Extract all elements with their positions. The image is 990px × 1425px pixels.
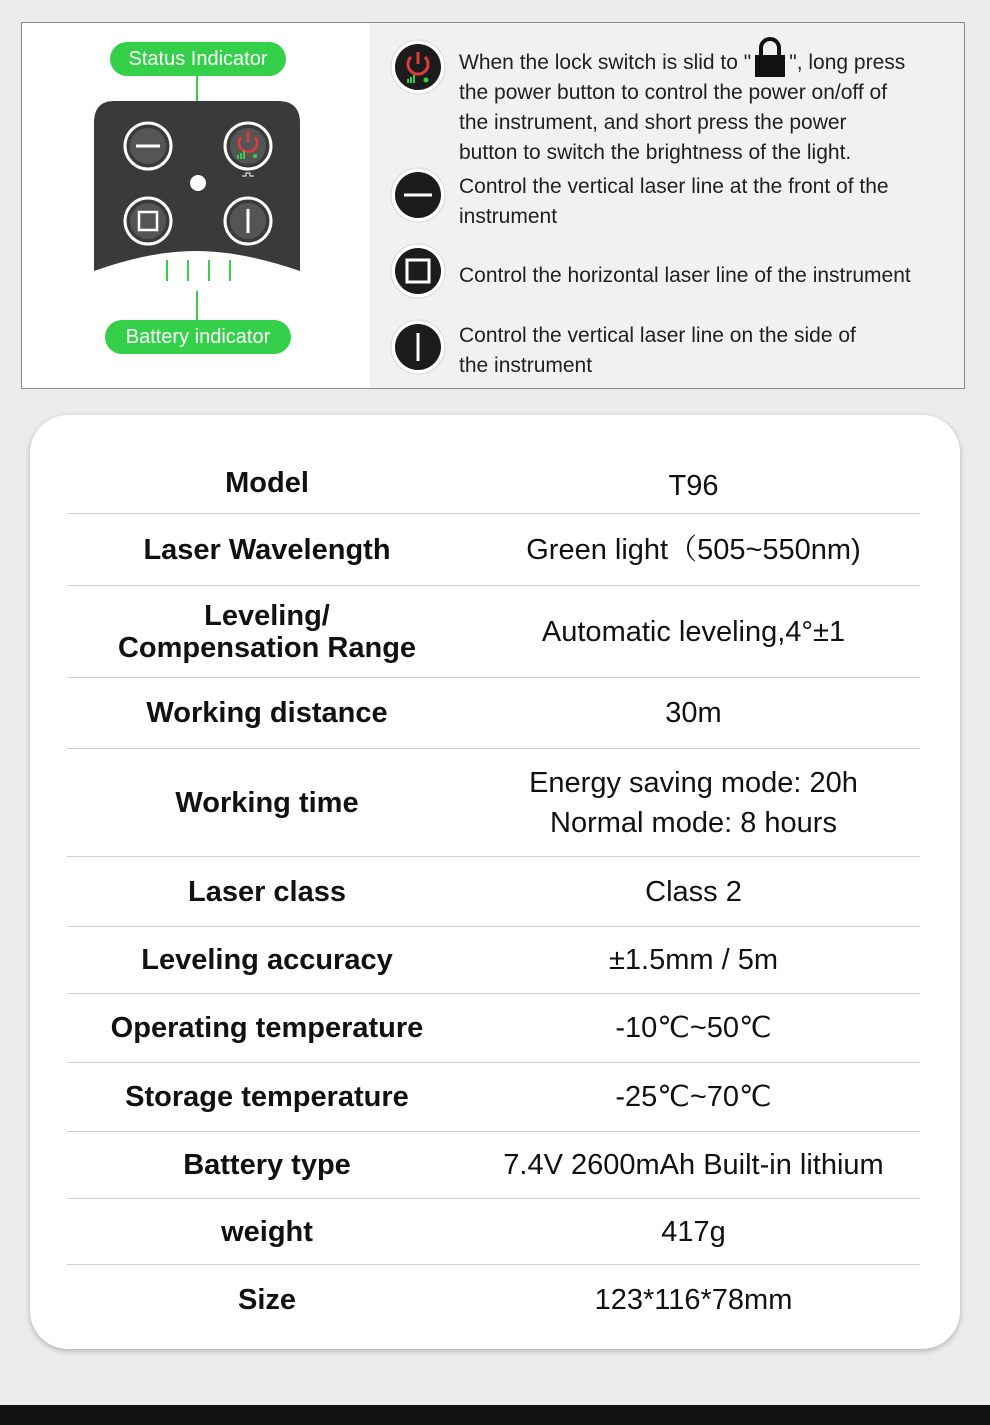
- spec-label: Laser Wavelength: [143, 533, 391, 566]
- device-keypad-illustration: [92, 101, 302, 281]
- spec-label: Operating temperature: [110, 1012, 424, 1044]
- keypad-square-button: [125, 198, 171, 244]
- spec-value: Energy saving mode: 20h: [529, 766, 858, 799]
- spec-label: weight: [221, 1215, 313, 1248]
- spec-row-weight: [67, 1199, 920, 1265]
- device-illustration-area: [22, 23, 370, 388]
- minus-desc-line2: instrument: [459, 205, 558, 228]
- lock-icon: [753, 37, 787, 77]
- spec-label: Battery type: [183, 1149, 351, 1181]
- vertical-desc-line1: Control the vertical laser line on the side of: [459, 324, 856, 347]
- keypad-minus-button: [125, 123, 171, 169]
- spec-row-operating-temp: [67, 994, 920, 1063]
- status-indicator-led: [190, 175, 206, 191]
- spec-value: 417g: [661, 1215, 726, 1248]
- spec-row-working-distance: [67, 678, 920, 749]
- spec-value: 123*116*78mm: [594, 1284, 793, 1316]
- footer-bar: [0, 1405, 990, 1425]
- spec-value: ±1.5mm / 5m: [608, 944, 778, 976]
- spec-label: Storage temperature: [125, 1081, 409, 1113]
- spec-row-laser-class: [67, 857, 920, 927]
- status-indicator-label: Status Indicator: [110, 42, 286, 76]
- spec-label: Working distance: [146, 697, 388, 729]
- battery-indicator-leds: [164, 254, 233, 273]
- control-panel-diagram: [21, 22, 965, 389]
- power-icon: [390, 39, 446, 95]
- power-desc-line2: the power button to control the power on/off of: [459, 81, 888, 104]
- minus-icon: [390, 167, 446, 223]
- power-desc-line3: the instrument, and short press the power: [459, 111, 847, 134]
- spec-label-line2: Compensation Range: [117, 631, 417, 664]
- spec-row-battery-type: [67, 1132, 920, 1199]
- specification-card: [30, 415, 960, 1349]
- spec-row-size: [67, 1265, 920, 1335]
- spec-label: Laser class: [187, 875, 346, 908]
- spec-value: 30m: [665, 697, 722, 729]
- power-desc-line4: button to switch the brightness of the light.: [459, 141, 852, 164]
- spec-value: -10℃~50℃: [615, 1012, 772, 1044]
- vertical-bar-icon: [390, 319, 446, 375]
- battery-leader-line: [196, 291, 198, 321]
- spec-label: Working time: [175, 786, 359, 819]
- spec-row-storage-temp: [67, 1063, 920, 1132]
- power-desc-prefix: When the lock switch is slid to ": [459, 51, 752, 74]
- spec-value: 7.4V 2600mAh Built-in lithium: [503, 1149, 884, 1181]
- square-desc-line1: Control the horizontal laser line of the instrument: [459, 264, 911, 287]
- spec-label: Model: [225, 467, 309, 499]
- spec-value: -25℃~70℃: [615, 1081, 772, 1113]
- spec-label: Size: [237, 1284, 297, 1316]
- spec-value: Class 2: [645, 875, 742, 908]
- power-desc-suffix: ", long press: [789, 51, 906, 74]
- keypad-vertical-button: [225, 198, 271, 244]
- minus-desc-line1: Control the vertical laser line at the front of the: [459, 175, 889, 198]
- specification-table: [67, 453, 920, 1335]
- spec-label: Leveling/: [204, 599, 330, 632]
- spec-row-model: [67, 453, 920, 514]
- spec-row-working-time: [67, 749, 920, 857]
- vertical-desc-line2: the instrument: [459, 354, 593, 377]
- spec-value: T96: [668, 470, 719, 502]
- battery-indicator-label: Battery indicator: [105, 320, 291, 354]
- spec-label: Leveling accuracy: [141, 944, 393, 976]
- spec-row-leveling-range: [67, 586, 920, 678]
- spec-row-leveling-accuracy: [67, 927, 920, 994]
- square-icon: [390, 243, 446, 299]
- spec-row-wavelength: [67, 514, 920, 586]
- spec-value: Automatic leveling,4°±1: [541, 615, 846, 648]
- spec-value-line2: Normal mode: 8 hours: [550, 806, 837, 839]
- spec-value: Green light（505~550nm): [526, 533, 861, 566]
